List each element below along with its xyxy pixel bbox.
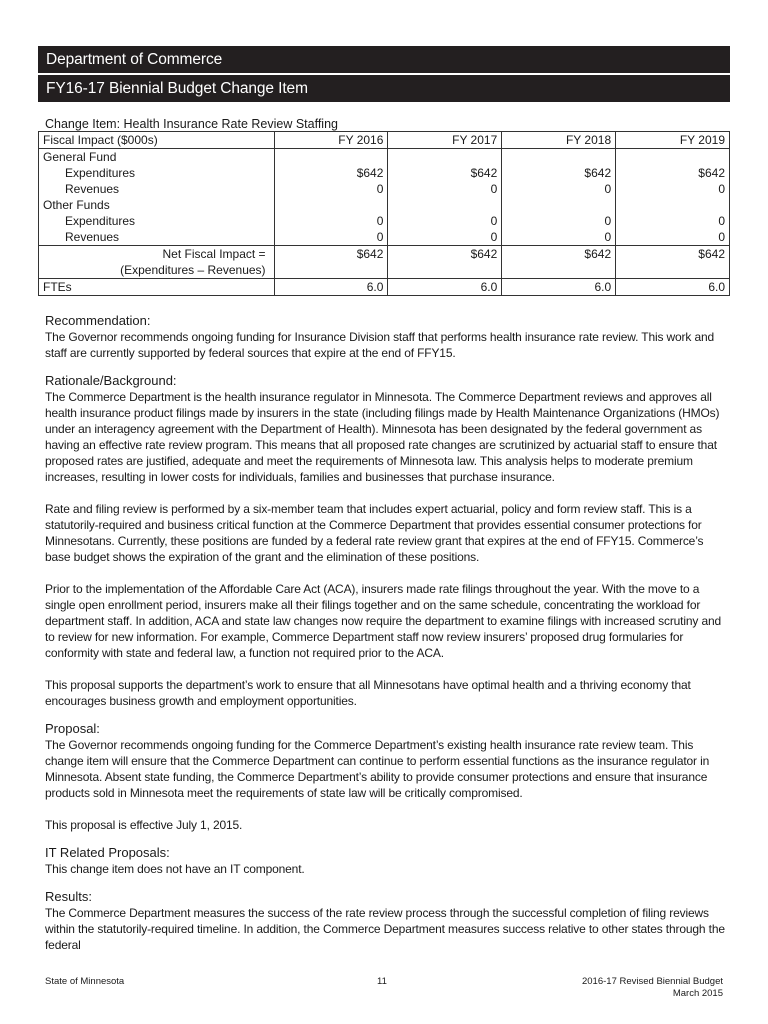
column-header: FY 2017 <box>388 132 502 149</box>
table-row <box>39 181 730 197</box>
fund-label: Other Funds <box>39 197 275 213</box>
department-banner: Department of Commerce <box>38 46 730 73</box>
row-label: Expenditures <box>39 213 275 229</box>
table-row <box>39 262 730 279</box>
table-row <box>39 165 730 181</box>
change-item-banner: FY16-17 Biennial Budget Change Item <box>38 75 730 102</box>
cell-value: 6.0 <box>616 279 730 296</box>
paragraph: Prior to the implementation of the Affordable Care Act (ACA), insurers made rate filings throughout the year. With the move to a single open enrollment period, insurers make all their filings together and on the same schedule, concentrating the workload for department staff. In addition, ACA and state law changes now require the department to examine filings with increased scrutiny and to review for new information. For example, Commerce Department staff now review insurers’ proposed drug formularies for conformity with state and federal law, a function not required prior to the ACA. <box>45 582 722 660</box>
proposal-section <box>38 721 730 833</box>
it-section <box>38 845 730 877</box>
cell-value: 0 <box>616 181 730 197</box>
column-header: FY 2019 <box>616 132 730 149</box>
table-row <box>39 229 730 246</box>
cell-value: 0 <box>616 213 730 229</box>
cell-value: $642 <box>274 165 388 181</box>
table-row <box>39 197 730 213</box>
change-item-title: Change Item: Health Insurance Rate Review Staffing <box>45 117 338 131</box>
footer-state: State of Minnesota <box>45 976 125 987</box>
cell-value: 0 <box>616 229 730 246</box>
cell-value: 0 <box>502 213 616 229</box>
results-section <box>38 889 730 953</box>
fund-label: General Fund <box>39 149 275 166</box>
paragraph: This proposal is effective July 1, 2015. <box>45 818 243 832</box>
paragraph: The Commerce Department is the health insurance regulator in Minnesota. The Commerce Department reviews and approves all health insurance product filings made by insurers in the state (including filings made by Health Maintenance Organizations (HMOs) under an interagency agreement with the Department of Health). Minnesota has been designated by the federal government as having an effective rate review program. This means that all proposed rate changes are scrutinized by actuarial staff to ensure that proposed rates are justified, adequate and meet the requirements of Minnesota law. This analysis helps to moderate premium increases, resulting in lower costs for individuals, families and businesses that purchase insurance. <box>45 390 720 484</box>
cell-value: 6.0 <box>388 279 502 296</box>
cell-value: 0 <box>388 229 502 246</box>
paragraph: This proposal supports the department’s work to ensure that all Minnesotans have optimal health and a thriving economy that encourages business growth and employment opportunities. <box>45 678 691 708</box>
paragraph: Rate and filing review is performed by a six-member team that includes expert actuarial, policy and form review staff. This is a statutorily-required and business critical function at the Commerce Department that provides essential consumer protections for Minnesotans. Currently, these positions are funded by a federal rate review grant that expires at the end of FFY15. Commerce’s base budget shows the expiration of the grant and the elimination of these positions. <box>45 502 704 564</box>
table-row <box>39 149 730 166</box>
net-fiscal-impact-formula: (Expenditures – Revenues) <box>39 262 275 279</box>
column-header: Fiscal Impact ($000s) <box>39 132 275 149</box>
footer-budget-info <box>582 976 723 1000</box>
paragraph: This change item does not have an IT component. <box>45 862 305 876</box>
cell-value: $642 <box>388 165 502 181</box>
section-heading: Results: <box>45 889 92 904</box>
cell-value: $642 <box>502 246 616 263</box>
footer-date: March 2015 <box>672 988 723 999</box>
section-heading: IT Related Proposals: <box>45 845 170 860</box>
cell-value: $642 <box>274 246 388 263</box>
cell-value: 6.0 <box>274 279 388 296</box>
cell-value: 0 <box>502 229 616 246</box>
cell-value: 6.0 <box>502 279 616 296</box>
paragraph: The Commerce Department measures the success of the rate review process through the successful completion of filing reviews within the statutorily-required timeline. In addition, the Commerce Department measures success relative to other states through the federal <box>45 906 725 952</box>
table-row <box>39 279 730 296</box>
cell-value: 0 <box>274 213 388 229</box>
page <box>38 46 730 953</box>
column-header: FY 2016 <box>274 132 388 149</box>
paragraph: The Governor recommends ongoing funding for Insurance Division staff that performs health insurance rate review. This work and staff are currently supported by federal sources that expire at the end of FFY15. <box>45 330 715 360</box>
row-label: FTEs <box>39 279 275 296</box>
net-fiscal-impact-label: Net Fiscal Impact = <box>39 246 275 263</box>
cell-value: 0 <box>274 229 388 246</box>
paragraph: The Governor recommends ongoing funding for the Commerce Department’s existing health insurance rate review team. This change item will ensure that the Commerce Department can continue to perform essential functions as the insurance regulator in Minnesota. Absent state funding, the Commerce Department’s ability to provide consumer protections and ensure that insurance products sold in Minnesota meet the requirements of state law will be critically compromised. <box>45 738 710 800</box>
cell-value: $642 <box>616 246 730 263</box>
cell-value: $642 <box>616 165 730 181</box>
section-heading: Recommendation: <box>45 313 151 328</box>
table-row <box>39 213 730 229</box>
recommendation-section <box>38 313 730 361</box>
table-row <box>39 246 730 263</box>
column-header: FY 2018 <box>502 132 616 149</box>
rationale-section <box>38 373 730 709</box>
cell-value: $642 <box>502 165 616 181</box>
row-label: Revenues <box>39 229 275 246</box>
cell-value: 0 <box>388 213 502 229</box>
footer-budget-title: 2016-17 Revised Biennial Budget <box>581 976 723 987</box>
fiscal-impact-table <box>38 131 730 296</box>
cell-value: $642 <box>388 246 502 263</box>
table-header-row <box>39 132 730 149</box>
page-number: 11 <box>377 976 387 987</box>
cell-value: 0 <box>274 181 388 197</box>
row-label: Revenues <box>39 181 275 197</box>
cell-value: 0 <box>388 181 502 197</box>
row-label: Expenditures <box>39 165 275 181</box>
cell-value: 0 <box>502 181 616 197</box>
section-heading: Proposal: <box>45 721 100 736</box>
section-heading: Rationale/Background: <box>45 373 177 388</box>
